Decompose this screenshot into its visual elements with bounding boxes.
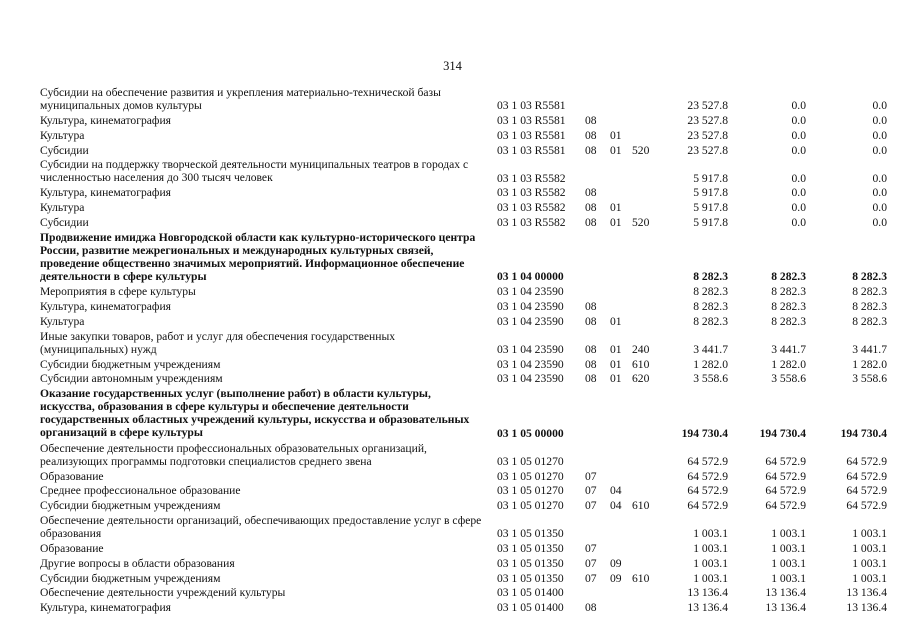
row-section: 08 <box>585 601 597 615</box>
table-row <box>40 158 890 184</box>
row-value-1: 3 441.7 <box>693 342 728 356</box>
row-value-2: 1 003.1 <box>771 571 806 585</box>
row-section: 08 <box>585 314 597 328</box>
row-value-2: 8 282.3 <box>771 314 806 328</box>
row-value-3: 0.0 <box>872 186 887 200</box>
row-value-1: 64 572.9 <box>687 469 728 483</box>
row-csr: 03 1 05 00000 <box>497 426 564 440</box>
row-value-3: 64 572.9 <box>846 469 887 483</box>
table-row <box>40 499 890 512</box>
row-expense-type: 610 <box>632 357 650 371</box>
row-value-2: 1 003.1 <box>771 527 806 541</box>
row-value-3: 13 136.4 <box>846 586 887 600</box>
row-csr: 03 1 03 R5582 <box>497 216 566 229</box>
row-value-2: 64 572.9 <box>765 454 806 468</box>
row-value-3: 1 003.1 <box>852 542 887 555</box>
row-value-2: 0.0 <box>791 201 806 215</box>
row-value-2: 0.0 <box>791 171 806 185</box>
row-value-1: 1 282.0 <box>693 357 728 371</box>
row-value-1: 64 572.9 <box>687 484 728 498</box>
row-name: Мероприятия в сфере культуры <box>40 285 196 299</box>
row-csr: 03 1 03 R5581 <box>497 99 566 113</box>
row-csr: 03 1 04 00000 <box>497 270 564 284</box>
row-section: 08 <box>585 216 597 229</box>
row-value-1: 1 003.1 <box>693 542 728 555</box>
row-csr: 03 1 04 23590 <box>497 314 564 328</box>
table-row <box>40 285 890 298</box>
row-name: Субсидии бюджетным учреждениям <box>40 357 221 371</box>
row-subsection: 04 <box>610 484 622 498</box>
row-section: 07 <box>585 571 597 585</box>
table-row <box>40 300 890 313</box>
row-value-2: 13 136.4 <box>765 586 806 600</box>
row-csr: 03 1 05 01350 <box>497 571 564 585</box>
table-row <box>40 358 890 371</box>
row-value-3: 0.0 <box>872 128 887 142</box>
row-value-2: 8 282.3 <box>771 300 806 313</box>
row-value-1: 23 527.8 <box>687 128 728 142</box>
row-name: Культура, кинематография <box>40 601 171 615</box>
row-csr: 03 1 03 R5581 <box>497 128 566 142</box>
row-csr: 03 1 04 23590 <box>497 342 564 356</box>
row-value-3: 1 003.1 <box>852 527 887 541</box>
row-name: Культура <box>40 201 85 215</box>
row-subsection: 01 <box>610 201 622 215</box>
row-csr: 03 1 03 R5581 <box>497 114 566 127</box>
table-row <box>40 442 890 468</box>
row-value-1: 8 282.3 <box>693 300 728 313</box>
row-csr: 03 1 03 R5582 <box>497 171 566 185</box>
row-value-3: 64 572.9 <box>846 454 887 468</box>
row-value-3: 13 136.4 <box>846 601 887 615</box>
row-csr: 03 1 05 01270 <box>497 484 564 498</box>
row-subsection: 01 <box>610 342 622 356</box>
table-row <box>40 372 890 385</box>
row-value-2: 64 572.9 <box>765 484 806 498</box>
table-row <box>40 114 890 127</box>
table-row <box>40 330 890 356</box>
row-value-2: 3 558.6 <box>771 372 806 386</box>
row-csr: 03 1 05 01400 <box>497 586 564 600</box>
table-row <box>40 216 890 229</box>
row-name: Среднее профессиональное образование <box>40 484 241 498</box>
row-section: 07 <box>585 484 597 498</box>
row-value-3: 0.0 <box>872 114 887 127</box>
table-row <box>40 144 890 157</box>
page-number: 314 <box>443 59 462 73</box>
row-value-3: 0.0 <box>872 99 887 113</box>
row-value-2: 0.0 <box>791 143 806 157</box>
row-value-1: 1 003.1 <box>693 556 728 570</box>
row-expense-type: 240 <box>632 342 650 356</box>
row-subsection: 01 <box>610 372 622 386</box>
row-value-1: 5 917.8 <box>693 171 728 185</box>
row-value-2: 194 730.4 <box>759 426 806 440</box>
row-name: Культура <box>40 128 85 142</box>
row-csr: 03 1 05 01400 <box>497 601 564 615</box>
table-row <box>40 514 890 540</box>
row-name: Обеспечение деятельности профессиональных образовательных организаций, реализующих программы подготовки специалистов среднего звена <box>40 441 427 468</box>
row-value-1: 23 527.8 <box>687 143 728 157</box>
row-value-1: 5 917.8 <box>693 201 728 215</box>
row-value-3: 64 572.9 <box>846 484 887 498</box>
row-value-3: 8 282.3 <box>852 314 887 328</box>
row-section: 08 <box>585 357 597 371</box>
row-value-2: 0.0 <box>791 99 806 113</box>
table-row <box>40 387 890 440</box>
row-csr: 03 1 05 01350 <box>497 542 564 555</box>
row-value-1: 5 917.8 <box>693 216 728 229</box>
row-value-1: 8 282.3 <box>693 285 728 299</box>
row-csr: 03 1 04 23590 <box>497 300 564 313</box>
row-value-2: 0.0 <box>791 114 806 127</box>
row-value-2: 1 003.1 <box>771 542 806 555</box>
row-section: 08 <box>585 143 597 157</box>
table-row <box>40 86 890 112</box>
row-value-2: 64 572.9 <box>765 469 806 483</box>
table-row <box>40 201 890 214</box>
row-expense-type: 520 <box>632 216 650 229</box>
row-subsection: 01 <box>610 128 622 142</box>
row-name: Культура, кинематография <box>40 186 171 200</box>
row-name: Оказание государственных услуг (выполнение работ) в области культуры, искусства, образования в сфере культуры и обеспечение деятельности государственных областных учреждений культуры, искусства и образовательных организаций в сфере культуры <box>40 387 470 440</box>
row-name: Образование <box>40 469 104 483</box>
row-csr: 03 1 05 01270 <box>497 499 564 513</box>
table-row <box>40 484 890 497</box>
table-row <box>40 572 890 585</box>
row-name: Культура, кинематография <box>40 114 171 127</box>
row-value-3: 0.0 <box>872 171 887 185</box>
row-expense-type: 620 <box>632 372 650 386</box>
row-value-1: 64 572.9 <box>687 454 728 468</box>
row-value-2: 13 136.4 <box>765 601 806 615</box>
row-value-3: 64 572.9 <box>846 499 887 513</box>
row-name: Субсидии <box>40 216 89 229</box>
row-expense-type: 610 <box>632 571 650 585</box>
row-value-2: 0.0 <box>791 186 806 200</box>
row-value-2: 1 282.0 <box>771 357 806 371</box>
row-csr: 03 1 04 23590 <box>497 372 564 386</box>
row-section: 08 <box>585 128 597 142</box>
row-name: Другие вопросы в области образования <box>40 556 235 570</box>
table-row <box>40 129 890 142</box>
table-row <box>40 186 890 199</box>
row-section: 07 <box>585 469 597 483</box>
row-name: Культура, кинематография <box>40 300 171 313</box>
row-value-3: 194 730.4 <box>840 426 887 440</box>
table-row <box>40 542 890 555</box>
row-expense-type: 610 <box>632 499 650 513</box>
row-value-1: 13 136.4 <box>687 586 728 600</box>
table-row <box>40 470 890 483</box>
row-value-3: 3 558.6 <box>852 372 887 386</box>
row-csr: 03 1 03 R5582 <box>497 201 566 215</box>
row-csr: 03 1 03 R5581 <box>497 143 566 157</box>
table-row <box>40 586 890 599</box>
row-value-1: 194 730.4 <box>681 426 728 440</box>
row-subsection: 09 <box>610 556 622 570</box>
row-name: Культура <box>40 314 85 328</box>
row-name: Обеспечение деятельности учреждений культуры <box>40 586 286 600</box>
row-expense-type: 520 <box>632 143 650 157</box>
row-name: Субсидии <box>40 143 89 157</box>
row-value-3: 0.0 <box>872 201 887 215</box>
row-value-3: 0.0 <box>872 143 887 157</box>
row-name: Субсидии бюджетным учреждениям <box>40 571 221 585</box>
row-csr: 03 1 05 01270 <box>497 469 564 483</box>
row-section: 08 <box>585 372 597 386</box>
row-section: 07 <box>585 499 597 513</box>
row-value-3: 1 282.0 <box>852 357 887 371</box>
row-value-2: 0.0 <box>791 128 806 142</box>
row-name: Обеспечение деятельности организаций, обеспечивающих предоставление услуг в сфере образования <box>40 514 482 540</box>
row-section: 08 <box>585 300 597 313</box>
row-subsection: 09 <box>610 571 622 585</box>
row-csr: 03 1 05 01350 <box>497 527 564 541</box>
row-csr: 03 1 04 23590 <box>497 285 564 299</box>
row-csr: 03 1 03 R5582 <box>497 186 566 200</box>
row-csr: 03 1 05 01270 <box>497 454 564 468</box>
row-value-1: 5 917.8 <box>693 186 728 200</box>
row-section: 08 <box>585 114 597 127</box>
row-value-1: 3 558.6 <box>693 372 728 386</box>
row-csr: 03 1 05 01350 <box>497 556 564 570</box>
table-row <box>40 231 890 284</box>
row-section: 07 <box>585 542 597 555</box>
row-subsection: 01 <box>610 143 622 157</box>
row-value-1: 1 003.1 <box>693 527 728 541</box>
row-name: Иные закупки товаров, работ и услуг для обеспечения государственных (муниципальных) нужд <box>40 329 396 356</box>
row-name: Образование <box>40 542 104 555</box>
row-csr: 03 1 04 23590 <box>497 357 564 371</box>
row-name: Субсидии автономным учреждениям <box>40 372 223 386</box>
row-value-1: 23 527.8 <box>687 114 728 127</box>
row-subsection: 01 <box>610 216 622 229</box>
row-name: Продвижение имиджа Новгородской области как культурно-исторического центра России, развитие межрегиональных и международных культурных связей, проведение общественно значимых мероприятий. Информационное обеспечение деятельности в сфере культуры <box>40 230 476 283</box>
row-value-2: 3 441.7 <box>771 342 806 356</box>
table-row <box>40 601 890 614</box>
row-value-2: 64 572.9 <box>765 499 806 513</box>
row-value-3: 3 441.7 <box>852 342 887 356</box>
row-value-3: 8 282.3 <box>852 270 887 284</box>
row-section: 08 <box>585 201 597 215</box>
table-row <box>40 315 890 328</box>
table-row <box>40 557 890 570</box>
row-name: Субсидии на поддержку творческой деятельности муниципальных театров в городах с численностью населения до 300 тысяч человек <box>40 158 469 185</box>
row-value-3: 1 003.1 <box>852 556 887 570</box>
row-value-3: 0.0 <box>872 216 887 229</box>
row-section: 08 <box>585 186 597 200</box>
row-subsection: 04 <box>610 499 622 513</box>
row-value-2: 8 282.3 <box>771 285 806 299</box>
row-value-1: 8 282.3 <box>693 270 728 284</box>
row-name: Субсидии на обеспечение развития и укрепления материально-технической базы муниципальных домов культуры <box>40 86 441 112</box>
row-value-2: 0.0 <box>791 216 806 229</box>
row-value-3: 8 282.3 <box>852 285 887 299</box>
row-section: 07 <box>585 556 597 570</box>
row-value-2: 1 003.1 <box>771 556 806 570</box>
row-value-3: 8 282.3 <box>852 300 887 313</box>
row-value-1: 13 136.4 <box>687 601 728 615</box>
row-subsection: 01 <box>610 357 622 371</box>
row-section: 08 <box>585 342 597 356</box>
row-value-1: 64 572.9 <box>687 499 728 513</box>
row-value-3: 1 003.1 <box>852 571 887 585</box>
row-value-1: 1 003.1 <box>693 571 728 585</box>
row-value-2: 8 282.3 <box>771 270 806 284</box>
row-subsection: 01 <box>610 314 622 328</box>
row-name: Субсидии бюджетным учреждениям <box>40 499 221 513</box>
row-value-1: 23 527.8 <box>687 99 728 113</box>
row-value-1: 8 282.3 <box>693 314 728 328</box>
